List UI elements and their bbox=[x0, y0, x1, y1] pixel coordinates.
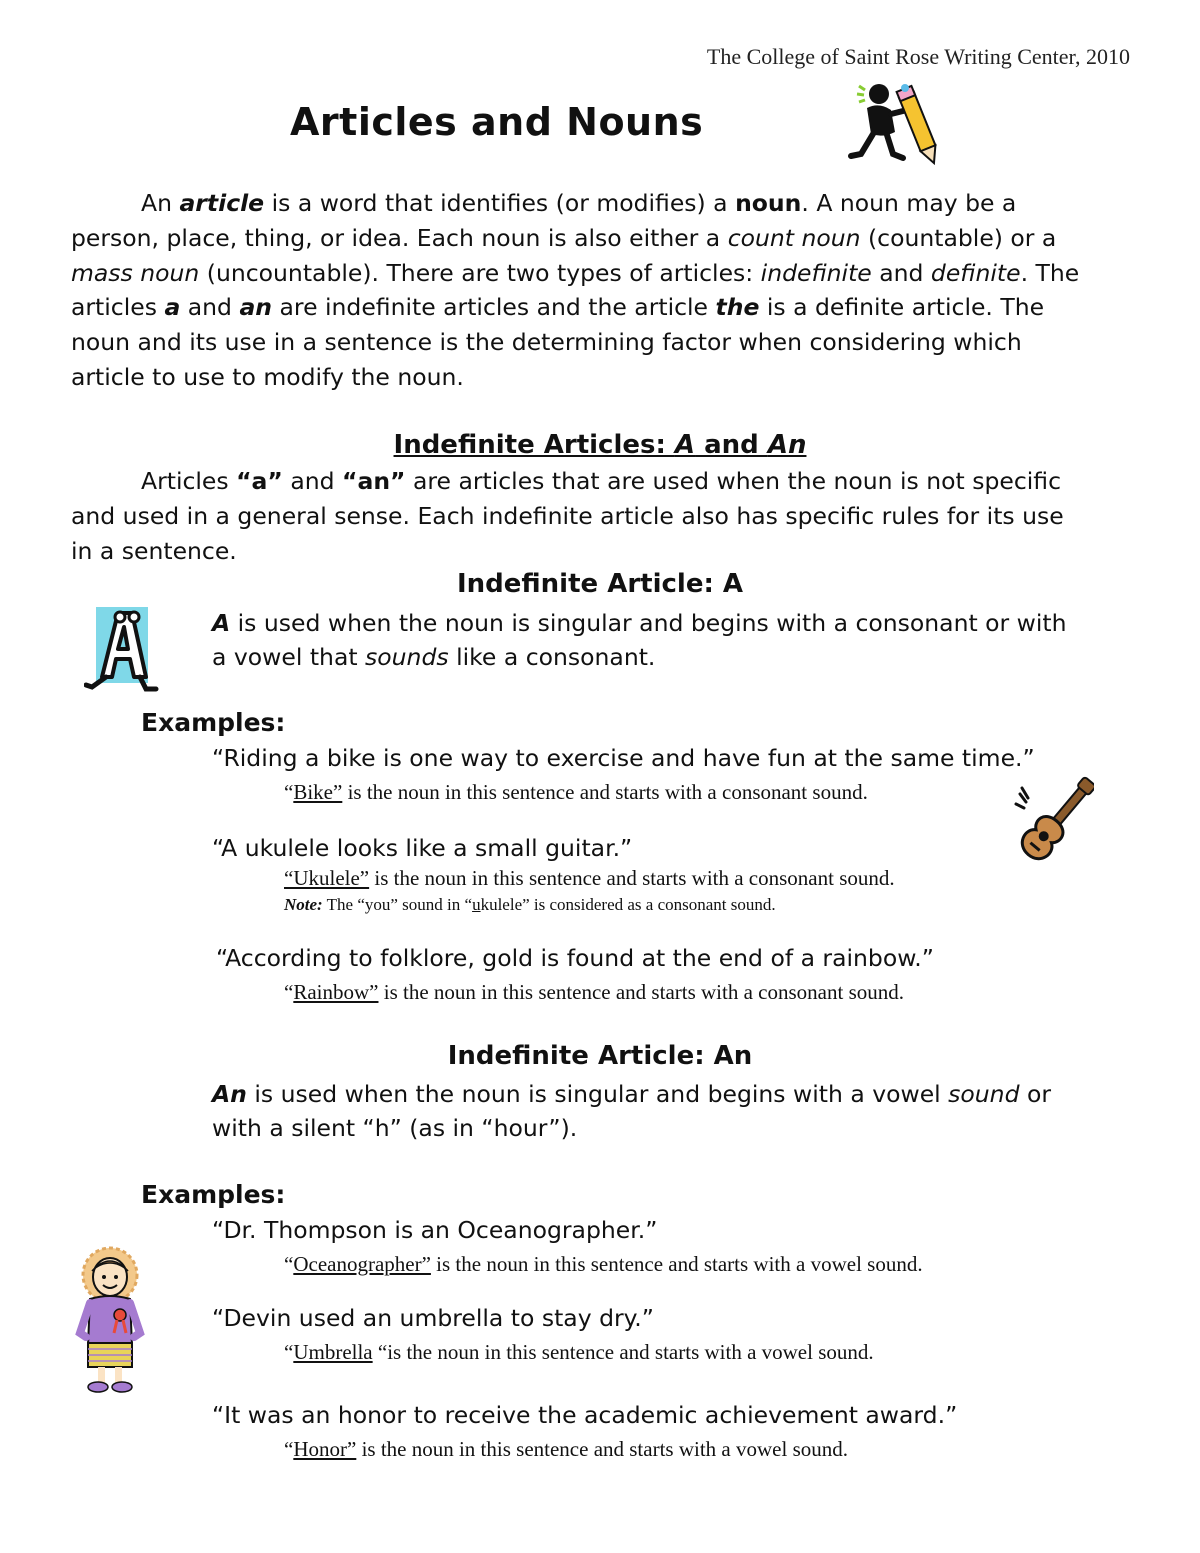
indefinite-articles-heading: Indefinite Articles: A and An bbox=[393, 430, 807, 460]
examples-label-a: Examples: bbox=[141, 708, 286, 737]
an-example-2-quote: “Devin used an umbrella to stay dry.” bbox=[212, 1304, 654, 1332]
intro-line-2: person, place, thing, or idea. Each noun is also either a count noun (countable) or a bbox=[71, 224, 1057, 252]
an-rule-line-2: with a silent “h” (as in “hour”). bbox=[212, 1114, 578, 1142]
intro-line-6: article to use to modify the noun. bbox=[71, 363, 464, 391]
an-rule-line-1: An is used when the noun is singular and begins with a vowel sound or bbox=[212, 1080, 1052, 1108]
walking-letter-a-icon bbox=[84, 603, 160, 693]
a-example-2-explanation: “Ukulele” is the noun in this sentence and starts with a consonant sound. bbox=[284, 866, 895, 890]
a-example-3-quote: “According to folklore, gold is found at the end of a rainbow.” bbox=[216, 944, 934, 972]
a-rule-line-2: a vowel that sounds like a consonant. bbox=[212, 643, 656, 671]
page-title: Articles and Nouns bbox=[290, 100, 704, 144]
page-header: The College of Saint Rose Writing Center, 2010 bbox=[706, 44, 1130, 69]
a-example-1-quote: “Riding a bike is one way to exercise and have fun at the same time.” bbox=[212, 744, 1035, 772]
writer-with-pencil-icon bbox=[843, 80, 943, 170]
an-example-1-explanation: “Oceanographer” is the noun in this sentence and starts with a vowel sound. bbox=[284, 1252, 923, 1276]
indefinite-article-a-heading: Indefinite Article: A bbox=[456, 569, 744, 599]
a-example-2-quote: “A ukulele looks like a small guitar.” bbox=[212, 834, 633, 862]
an-example-3-explanation: “Honor” is the noun in this sentence and starts with a vowel sound. bbox=[284, 1437, 848, 1461]
indef-line-2: and used in a general sense. Each indefinite article also has specific rules for its use bbox=[71, 502, 1064, 530]
examples-label-an: Examples: bbox=[141, 1180, 286, 1209]
indef-line-3: in a sentence. bbox=[71, 537, 237, 565]
an-example-3-quote: “It was an honor to receive the academic achievement award.” bbox=[212, 1401, 958, 1429]
indef-line-1: Articles “a” and “an” are articles that are used when the noun is not specific bbox=[141, 467, 1062, 495]
an-example-2-explanation: “Umbrella “is the noun in this sentence and starts with a vowel sound. bbox=[284, 1340, 874, 1364]
ukulele-icon bbox=[1012, 772, 1094, 864]
an-example-1-quote: “Dr. Thompson is an Oceanographer.” bbox=[212, 1216, 658, 1244]
intro-line-4: articles a and an are indefinite articles and the article the is a definite article. The bbox=[71, 293, 1045, 321]
girl-with-ribbon-icon bbox=[70, 1245, 150, 1395]
indefinite-article-an-heading: Indefinite Article: An bbox=[447, 1041, 753, 1071]
intro-line-1: An article is a word that identifies (or modifies) a noun. A noun may be a bbox=[141, 189, 1017, 217]
a-example-1-explanation: “Bike” is the noun in this sentence and starts with a consonant sound. bbox=[284, 780, 868, 804]
intro-line-5: noun and its use in a sentence is the determining factor when considering which bbox=[71, 328, 1022, 356]
intro-line-3: mass noun (uncountable). There are two types of articles: indefinite and definite. The bbox=[71, 259, 1080, 287]
a-rule-line-1: A is used when the noun is singular and begins with a consonant or with bbox=[212, 609, 1067, 637]
a-example-3-explanation: “Rainbow” is the noun in this sentence and starts with a consonant sound. bbox=[284, 980, 904, 1004]
a-example-2-note: Note: The “you” sound in “ukulele” is considered as a consonant sound. bbox=[284, 895, 776, 914]
